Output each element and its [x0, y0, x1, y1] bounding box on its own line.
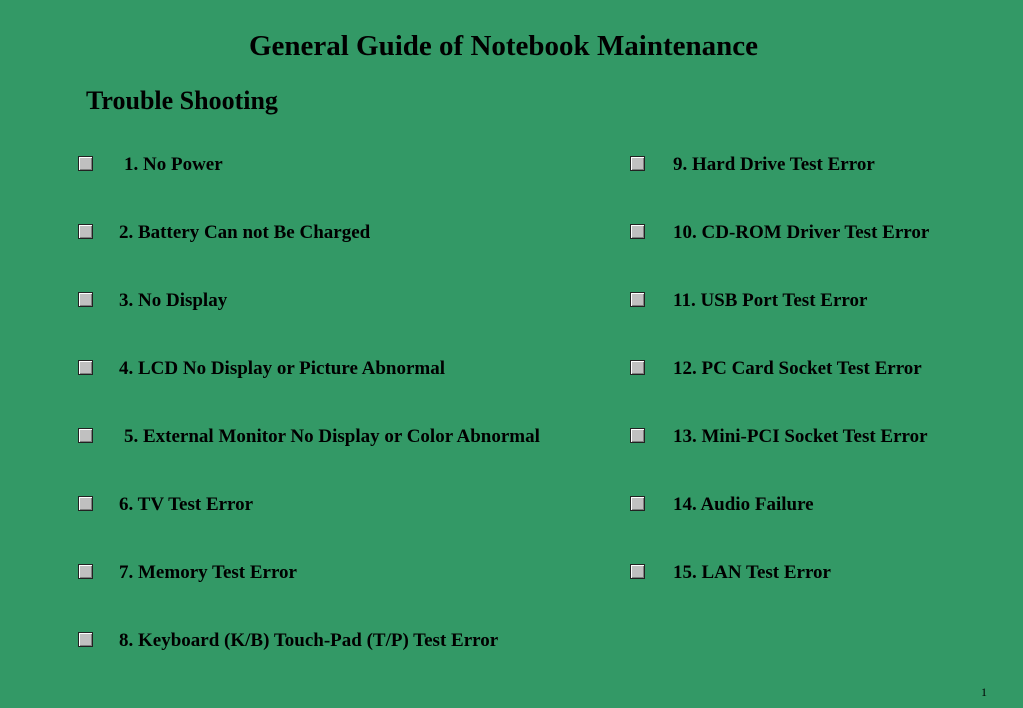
- checkbox-icon[interactable]: [78, 496, 93, 511]
- item-link-4[interactable]: 4. LCD No Display or Picture Abnormal: [119, 358, 445, 379]
- checkbox-icon[interactable]: [630, 564, 645, 579]
- checkbox-icon[interactable]: [78, 632, 93, 647]
- checkbox-icon[interactable]: [630, 224, 645, 239]
- item-link-1[interactable]: 1. No Power: [124, 154, 223, 175]
- page-title: General Guide of Notebook Maintenance: [248, 30, 759, 62]
- item-link-9[interactable]: 9. Hard Drive Test Error: [673, 154, 875, 175]
- item-link-15[interactable]: 15. LAN Test Error: [673, 562, 831, 583]
- checkbox-icon[interactable]: [78, 292, 93, 307]
- checkbox-icon[interactable]: [78, 156, 93, 171]
- item-link-10[interactable]: 10. CD-ROM Driver Test Error: [673, 222, 930, 243]
- page-number: 1: [981, 685, 987, 699]
- item-link-11[interactable]: 11. USB Port Test Error: [673, 290, 868, 311]
- checkbox-icon[interactable]: [78, 428, 93, 443]
- section-title: Trouble Shooting: [86, 86, 278, 115]
- checkbox-icon[interactable]: [78, 360, 93, 375]
- item-link-14[interactable]: 14. Audio Failure: [673, 494, 814, 515]
- item-link-2[interactable]: 2. Battery Can not Be Charged: [119, 222, 371, 243]
- item-link-8[interactable]: 8. Keyboard (K/B) Touch-Pad (T/P) Test Error: [119, 630, 499, 651]
- item-link-6[interactable]: 6. TV Test Error: [119, 494, 254, 515]
- checkbox-icon[interactable]: [630, 292, 645, 307]
- checkbox-icon[interactable]: [78, 224, 93, 239]
- checkbox-icon[interactable]: [630, 496, 645, 511]
- item-link-12[interactable]: 12. PC Card Socket Test Error: [673, 358, 922, 379]
- checkbox-icon[interactable]: [630, 360, 645, 375]
- item-link-7[interactable]: 7. Memory Test Error: [119, 562, 297, 583]
- checkbox-icon[interactable]: [630, 156, 645, 171]
- item-link-13[interactable]: 13. Mini-PCI Socket Test Error: [673, 426, 928, 447]
- item-link-3[interactable]: 3. No Display: [119, 290, 228, 311]
- checkbox-icon[interactable]: [630, 428, 645, 443]
- item-link-5[interactable]: 5. External Monitor No Display or Color Abnormal: [124, 426, 540, 447]
- checkbox-icon[interactable]: [78, 564, 93, 579]
